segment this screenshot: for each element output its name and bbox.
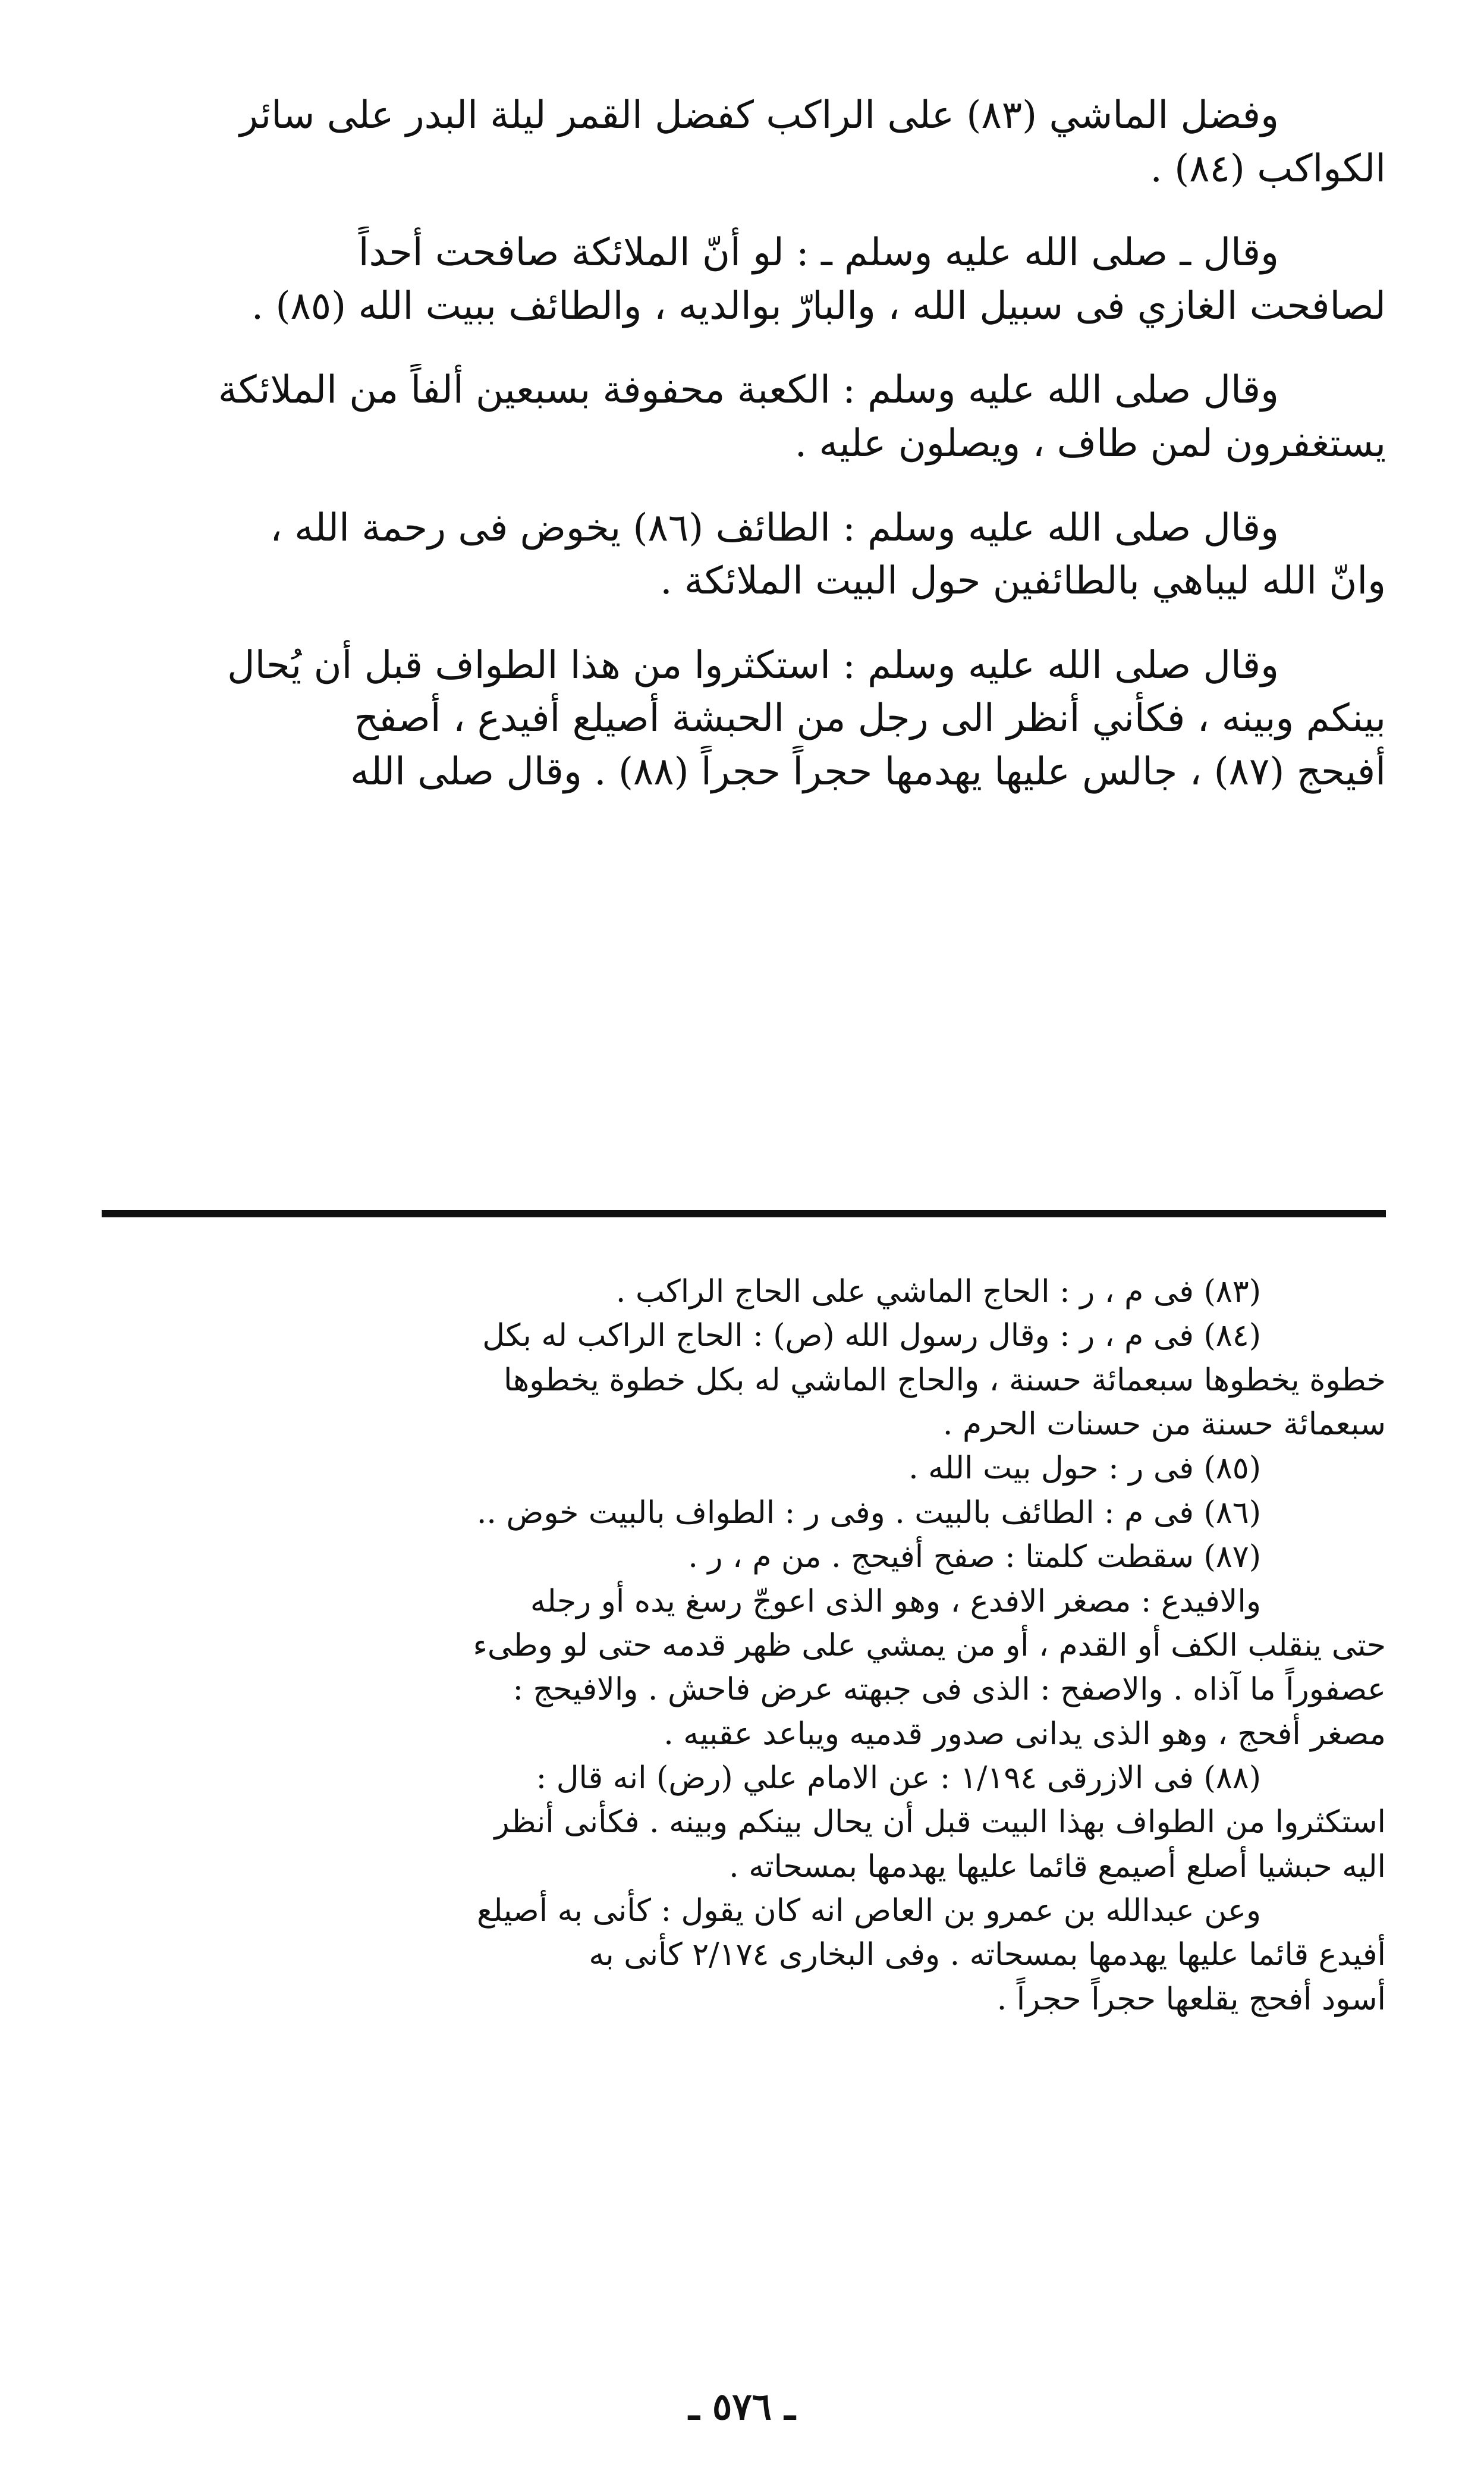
footnotes [96,1270,1386,2021]
footnote-line: (٨٧) سقطت كلمتا : صفح أفيحج . من م ، ر . [688,1539,1261,1575]
paragraph-4 [96,502,1386,608]
footnote-line: أسود أفحج يقلعها حجراً حجراً . [996,1981,1386,2017]
text-line: بينكم وبينه ، فكأني أنظر الى رجل من الحبشة أصيلع أفيدع ، أصفح [354,696,1386,741]
paragraph-3 [96,364,1386,470]
footnote-line: خطوة يخطوها سبعمائة حسنة ، والحاج الماشي له بكل خطوة يخطوها [503,1362,1386,1398]
footnote-line: استكثروا من الطواف بهذا البيت قبل أن يحال بينكم وبينه . فكأنى أنظر [494,1804,1386,1841]
paragraph-5 [96,639,1386,799]
page-number: ـ ٥٧٦ ـ [688,2385,796,2428]
footnote-line: أفيدع قائما عليها يهدمها بمسحاته . وفى البخارى ٢/١٧٤ كأنى به [589,1937,1386,1973]
footnote-line: والافيدع : مصغر الافدع ، وهو الذى اعوجّ رسغ يده أو رجله [530,1583,1261,1619]
footnote-line: وعن عبدالله بن عمرو بن العاص انه كان يقول : كأنى به أصيلع [476,1893,1261,1929]
main-text [96,89,1386,830]
footnote-line: عصفوراً ما آذاه . والاصفح : الذى فى جبهته عرض فاحش . والافيحج : [513,1672,1386,1708]
footnote-divider [102,1210,1386,1217]
text-line: وانّ الله ليباهي بالطائفين حول البيت الملائكة . [660,559,1386,604]
footnote-line: (٨٨) فى الازرقى ١/١٩٤ : عن الامام علي (رض) انه قال : [536,1760,1261,1796]
text-line: وقال ـ صلى الله عليه وسلم ـ : لو أنّ الملائكة صافحت أحداً [358,231,1279,275]
text-line: وقال صلى الله عليه وسلم : الكعبة محفوفة بسبعين ألفاً من الملائكة [218,368,1279,413]
footnote-line: (٨٥) فى ر : حول بيت الله . [908,1450,1261,1487]
footnote-line: اليه حبشيا أصلع أصيمع قائما عليها يهدمها بمسحاته . [729,1848,1386,1885]
text-line: لصافحت الغازي فى سبيل الله ، والبارّ بوالديه ، والطائف ببيت الله (٨٥) . [251,284,1386,328]
text-line: وقال صلى الله عليه وسلم : استكثروا من هذا الطواف قبل أن يُحال [227,643,1279,687]
paragraph-1 [96,89,1386,196]
text-line: يستغفرون لمن طاف ، ويصلون عليه . [794,421,1386,466]
text-line: أفيحج (٨٧) ، جالس عليها يهدمها حجراً حجراً (٨٨) . وقال صلى الله [350,749,1386,794]
footnote-line: (٨٦) فى م : الطائف بالبيت . وفى ر : الطواف بالبيت خوض .. [476,1494,1261,1531]
footnote-line: (٨٣) فى م ، ر : الحاج الماشي على الحاج الراكب . [615,1274,1261,1310]
paragraph-2 [96,227,1386,333]
text-line: الكواكب (٨٤) . [1150,146,1386,191]
footnote-line: سبعمائة حسنة من حسنات الحرم . [942,1406,1386,1443]
footnote-line: مصغر أفحج ، وهو الذى يدانى صدور قدميه ويباعد عقبيه . [664,1716,1386,1752]
text-line: وقال صلى الله عليه وسلم : الطائف (٨٦) يخوض فى رحمة الله ، [270,505,1279,550]
text-line: وفضل الماشي (٨٣) على الراكب كفضل القمر ليلة البدر على سائر [240,93,1279,137]
footnote-line: حتى ينقلب الكف أو القدم ، أو من يمشي على ظهر قدمه حتى لو وطىء [473,1627,1386,1663]
footnote-line: (٨٤) فى م ، ر : وقال رسول الله (ص) : الحاج الراكب له بكل [482,1318,1261,1354]
